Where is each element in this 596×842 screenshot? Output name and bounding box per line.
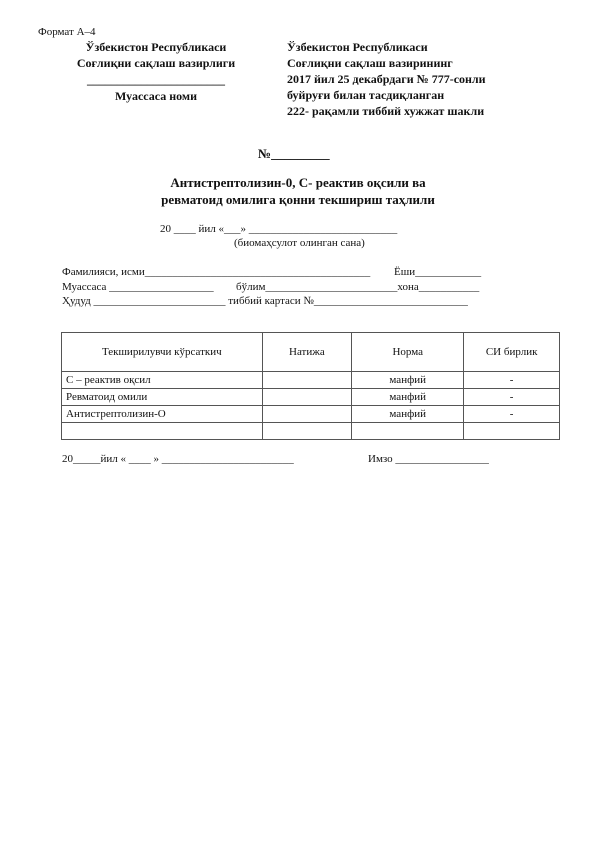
unit-cell — [464, 423, 560, 440]
table-row — [62, 389, 560, 406]
patient-age-field: Ёши____________ — [394, 266, 482, 278]
sample-date-line: 20 ____ йил «___» ___________________________ — [160, 223, 398, 235]
document-number: №_________ — [258, 146, 330, 161]
results-table — [61, 332, 560, 440]
norm-cell: манфий — [352, 406, 464, 423]
department-room-field: бўлим________________________хона___________ — [236, 281, 480, 293]
patient-name-field: Фамилияси, исми_________________________________________ — [62, 266, 371, 278]
header-right-line5: 222- рақамли тиббий хужжат шакли — [287, 104, 485, 118]
header-result: Натижа — [262, 333, 352, 372]
result-cell — [262, 423, 352, 440]
region-medcard-field: Ҳудуд ________________________ тиббий картаси №____________________________ — [62, 295, 468, 307]
header-left-line1: Ўзбекистон Республикаси — [85, 40, 227, 54]
header-right-line2: Соғлиқни сақлаш вазирининг — [287, 56, 453, 70]
header-left-line3: _______________________ — [87, 73, 225, 87]
sample-date-caption: (биомаҳсулот олинган сана) — [234, 237, 365, 249]
result-cell — [262, 406, 352, 423]
unit-cell: - — [464, 372, 560, 389]
table-row — [62, 406, 560, 423]
header-left-line2: Соғлиқни сақлаш вазирлиги — [76, 56, 236, 70]
header-right-line4: буйруғи билан тасдиқланган — [287, 88, 445, 102]
header-si-unit: СИ бирлик — [464, 333, 560, 372]
unit-cell: - — [464, 389, 560, 406]
title-line1: Антистрептолизин-0, С- реактив оқсили ва — [170, 175, 426, 190]
result-cell — [262, 389, 352, 406]
table-row — [62, 423, 560, 440]
header-right-line3: 2017 йил 25 декабрдаги № 777-сонли — [287, 72, 486, 86]
norm-cell — [352, 423, 464, 440]
indicator-cell: Ревматоид омили — [62, 389, 263, 406]
format-label: Формат А–4 — [38, 26, 96, 38]
footer-date-line: 20_____йил « ____ » ________________________ — [62, 453, 294, 465]
signature-line: Имзо _________________ — [368, 453, 489, 465]
indicator-cell: Антистрептолизин-О — [62, 406, 263, 423]
table-header-row — [62, 333, 560, 372]
header-right-line1: Ўзбекистон Республикаси — [287, 40, 428, 54]
header-indicator: Текширилувчи кўрсаткич — [62, 333, 263, 372]
norm-cell: манфий — [352, 372, 464, 389]
norm-cell: манфий — [352, 389, 464, 406]
result-cell — [262, 372, 352, 389]
institution-field: Муассаса ___________________ — [62, 281, 214, 293]
table-row — [62, 372, 560, 389]
unit-cell: - — [464, 406, 560, 423]
indicator-cell: С – реактив оқсил — [62, 372, 263, 389]
indicator-cell — [62, 423, 263, 440]
title-line2: ревматоид омилига қонни текшириш таҳлили — [161, 192, 435, 207]
header-norm: Норма — [352, 333, 464, 372]
header-left-line4: Муассаса номи — [114, 89, 198, 103]
